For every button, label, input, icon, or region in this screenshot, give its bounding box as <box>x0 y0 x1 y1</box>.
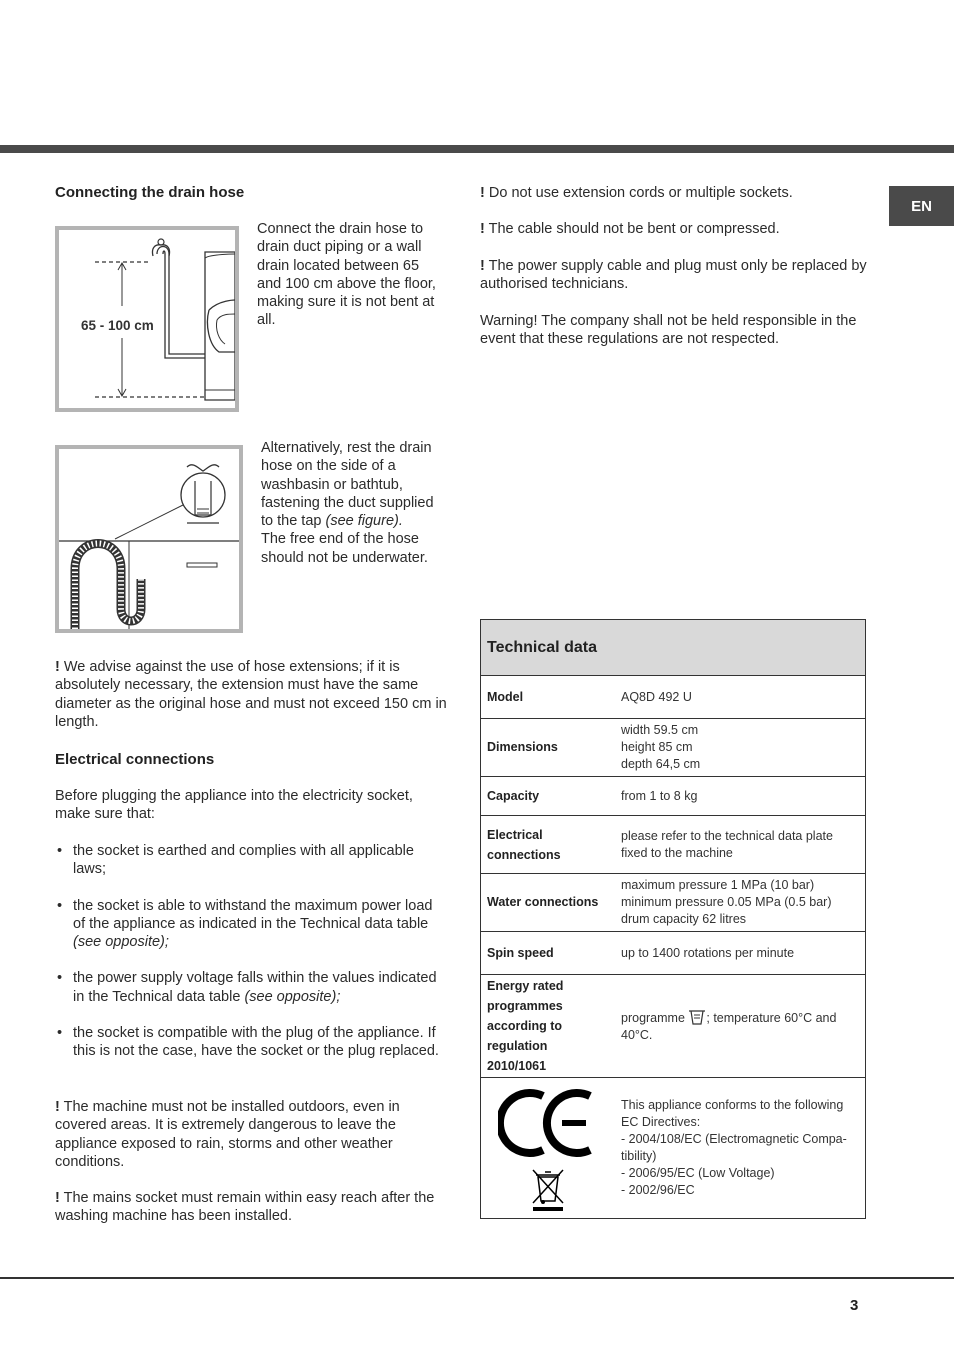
washbasin-figure <box>55 445 243 633</box>
model-value: AQ8D 492 U <box>615 676 866 719</box>
language-tab: EN <box>889 186 954 226</box>
electrical-intro: Before plugging the appliance into the electricity socket, make sure that: <box>55 788 413 823</box>
warning-mark: ! <box>480 185 485 201</box>
drain-para-washbasin <box>261 439 445 567</box>
extension-warning <box>55 658 447 731</box>
bullet-text: the socket is able to withstand the maximum power load of the appliance as indicated in the Technical data table <box>73 897 433 932</box>
ce-mark-cell <box>481 1078 616 1219</box>
technical-data-table <box>480 619 866 1219</box>
capacity-value: from 1 to 8 kg <box>615 777 866 816</box>
spin-speed-value: up to 1400 rotations per minute <box>615 932 866 975</box>
conformity-line: tibility) <box>621 1149 657 1163</box>
value-line: maximum pressure 1 MPa (10 bar) <box>621 878 815 892</box>
conformity-line: This appliance conforms to the following <box>621 1098 844 1112</box>
label-line: Electrical <box>487 827 543 842</box>
top-rule <box>0 145 954 153</box>
capacity-label: Capacity <box>481 777 616 816</box>
see-figure-note: (see figure). <box>325 513 403 530</box>
table-header-row <box>481 620 866 676</box>
dimensions-value <box>615 719 866 777</box>
bullet-note: (see opposite); <box>73 934 169 951</box>
value-line: drum capacity 62 litres <box>621 912 747 926</box>
warning-authorised-replacement <box>480 257 870 294</box>
label-line: regulation <box>487 1039 548 1053</box>
warning-text: Do not use extension cords or multiple sockets. <box>488 185 793 201</box>
value-line: fixed to the machine <box>621 845 733 860</box>
label-line: programmes <box>487 999 563 1013</box>
bullet-text: the socket is compatible with the plug of the appliance. If this is not the case, have the socket or the plug replaced. <box>73 1025 439 1060</box>
washbasin-illustration <box>59 449 239 629</box>
wall-drain-figure <box>55 226 239 412</box>
ce-conformity-text <box>615 1078 866 1219</box>
table-row <box>481 676 866 719</box>
conformity-line: EC Directives: <box>621 1115 701 1129</box>
energy-programmes-label <box>481 975 616 1078</box>
electrical-heading: Electrical connections <box>55 751 215 768</box>
drain-hose-heading: Connecting the drain hose <box>55 184 245 201</box>
label-line: Energy rated <box>487 979 564 993</box>
socket-reach-warning-text: The mains socket must remain within easy reach after the washing machine has been installed. <box>55 1190 435 1225</box>
electrical-value <box>615 816 866 874</box>
table-row <box>481 932 866 975</box>
outdoors-warning-text: The machine must not be installed outdoors, even in covered areas. It is extremely dangerous to leave the appliance exposed to rain, storms and other weather conditions. <box>55 1099 400 1170</box>
model-label: Model <box>481 676 616 719</box>
label-line: connections <box>487 847 561 862</box>
energy-programmes-value <box>615 975 866 1078</box>
warning-mark: ! <box>55 1190 60 1206</box>
warning-extension-cords <box>480 184 870 202</box>
socket-reach-warning <box>55 1189 447 1226</box>
warning-text: The power supply cable and plug must only be replaced by authorised technicians. <box>480 258 867 293</box>
value-line: minimum pressure 0.05 MPa (0.5 bar) <box>621 895 832 909</box>
warning-mark: ! <box>55 1099 60 1115</box>
conformity-line: - 2004/108/EC (Electromagnetic Compa- <box>621 1132 847 1146</box>
warning-mark: ! <box>480 258 485 274</box>
table-row <box>481 874 866 932</box>
temperature-text: ; temperature 60°C and 40°C. <box>621 1010 837 1042</box>
list-item <box>55 897 447 952</box>
list-item <box>55 842 447 879</box>
conformity-line: - 2006/95/EC (Low Voltage) <box>621 1166 775 1180</box>
table-row <box>481 816 866 874</box>
conformity-line: - 2002/96/EC <box>621 1183 695 1197</box>
programme-text: programme <box>621 1010 689 1025</box>
ce-mark-icon <box>498 1086 598 1160</box>
weee-bin-icon <box>531 1167 565 1211</box>
spin-speed-label: Spin speed <box>481 932 616 975</box>
height-range-label: 65 - 100 cm <box>81 318 154 333</box>
programme-tub-icon <box>688 1009 706 1025</box>
list-item <box>55 1024 447 1061</box>
table-row <box>481 777 866 816</box>
table-row <box>481 975 866 1078</box>
dimensions-label: Dimensions <box>481 719 616 777</box>
warning-mark: ! <box>55 659 60 675</box>
bullet-text: the socket is earthed and complies with all applicable laws; <box>73 843 414 878</box>
list-item <box>55 969 447 1006</box>
bullet-text: the power supply voltage falls within the values indicated in the Technical data table <box>73 970 437 1005</box>
outdoors-warning <box>55 1098 447 1171</box>
value-line: please refer to the technical data plate <box>621 828 833 843</box>
extension-warning-text: We advise against the use of hose extensions; if it is absolutely necessary, the extension must have the same diameter as the original hose and must not exceed 150 cm in length. <box>55 659 447 730</box>
depth-value: depth 64,5 cm <box>621 757 701 771</box>
width-value: width 59.5 cm <box>621 723 699 737</box>
water-label: Water connections <box>481 874 616 932</box>
bottom-rule <box>0 1277 954 1279</box>
free-end-text: The free end of the hose should not be underwater. <box>261 531 428 566</box>
electrical-checklist <box>55 842 447 1079</box>
electrical-label <box>481 816 616 874</box>
warning-cable-bent <box>480 220 870 238</box>
page-number: 3 <box>850 1297 859 1314</box>
warning-mark: ! <box>480 221 485 237</box>
liability-warning: Warning! The company shall not be held responsible in the event that these regulations are not respected. <box>480 313 857 348</box>
washbasin-text: Alternatively, rest the drain hose on the side of a washbasin or bathtub, fastening the duct supplied to the tap <box>261 440 434 530</box>
water-value <box>615 874 866 932</box>
warning-text: The cable should not be bent or compressed. <box>488 221 780 237</box>
bullet-note: (see opposite); <box>244 988 341 1005</box>
height-value: height 85 cm <box>621 740 693 754</box>
drain-para-wall: Connect the drain hose to drain duct piping or a wall drain located between 65 and 100 cm above the floor, making sure it is not bent at all. <box>257 221 436 329</box>
technical-data-title: Technical data <box>481 620 866 676</box>
table-row <box>481 719 866 777</box>
label-line: 2010/1061 <box>487 1059 547 1073</box>
label-line: according to <box>487 1019 563 1033</box>
table-row <box>481 1078 866 1219</box>
